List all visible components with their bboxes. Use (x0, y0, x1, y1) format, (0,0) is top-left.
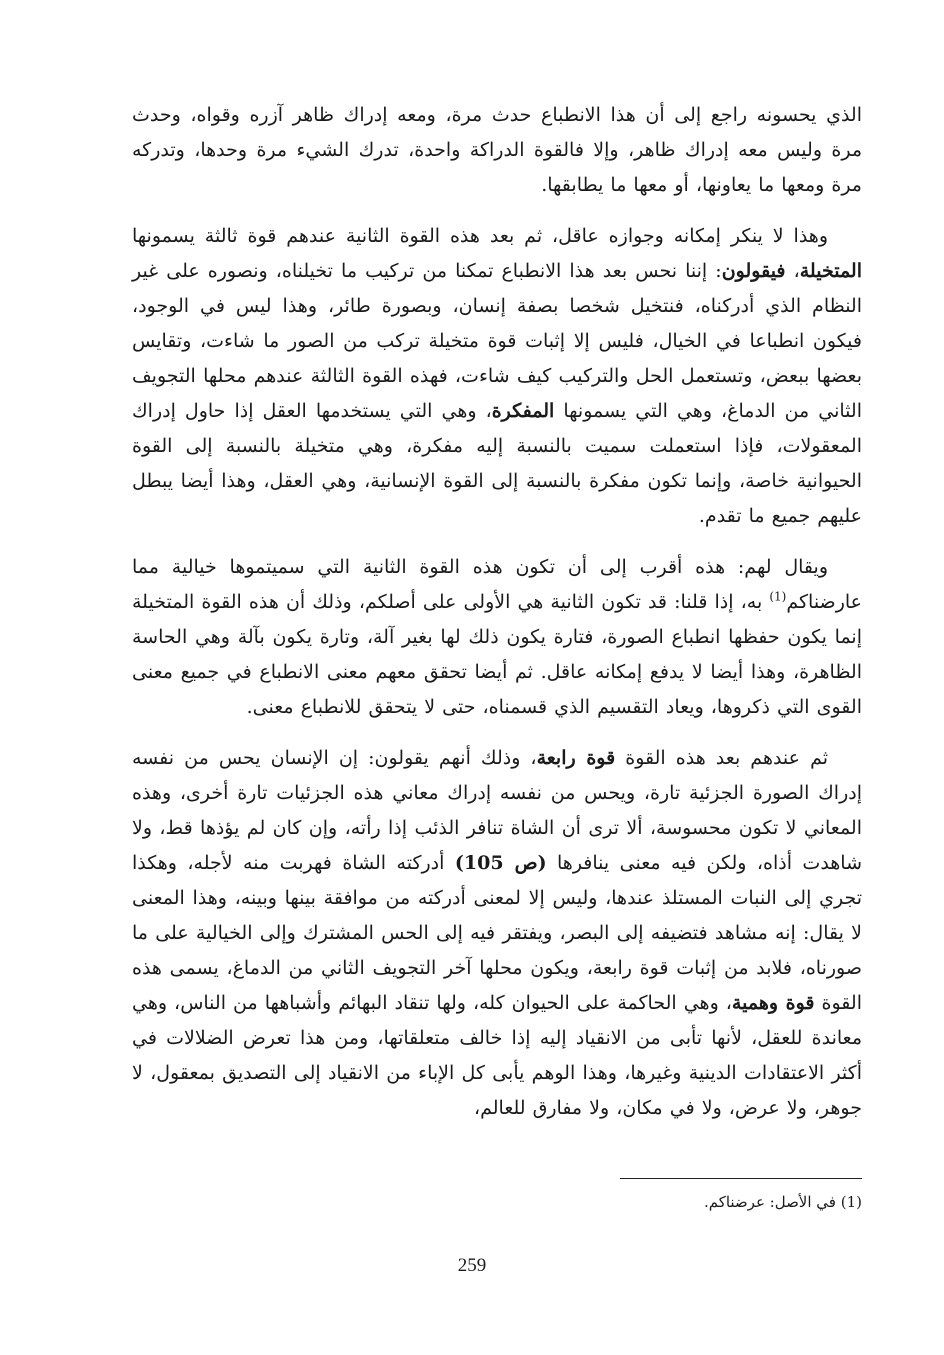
footnote-divider (620, 1178, 862, 1179)
text-run: ، وذلك أنهم يقولون: إن الإنسان يحس من نفسه إدراك الصورة الجزئية تارة، ويحس من نفسه إدراك معاني هذه الجزئيات تارة أخرى، وهذه المعاني لا تكون محسوسة، ألا ترى أن الشاة تنافر الذئب إذا رأته، وإن كان لم يؤذها قط، ولا شاهدت أذاه، ولكن فيه معنى ينافرها (132, 747, 863, 874)
text-run: ، وهي الحاكمة على الحيوان كله، ولها تنقاد البهائم وأشباهها من الناس، وهي معاندة للعقل، لأنها تأبى من الانقياد إليه إذا خالف متعلقاتها، ومن هذا تعرض الضلالات في أكثر الاعتقادات الدينية وغيرها، وهذا الوهم يأبى كل الإباء من الانقياد إلى التصديق بمعقول، لا جوهر، ولا عرض، ولا في مكان، ولا مفارق للعالم، (131, 992, 862, 1119)
bold-term: قوة وهمية (731, 992, 815, 1014)
bold-term: المفكرة (491, 400, 555, 422)
body-text (132, 98, 862, 1126)
text-run: ويقال لهم: هذه أقرب إلى أن تكون هذه القوة الثانية التي سميتموها خيالية مما عارضناكم (132, 556, 862, 613)
bold-term: فيقولون (721, 260, 786, 282)
bold-term: المتخيلة (799, 260, 862, 282)
paragraph-1 (132, 98, 862, 203)
bold-term: (ص 105) (454, 852, 547, 874)
paragraph-3 (132, 550, 862, 725)
paragraph-2 (132, 219, 862, 534)
text-run: وهذا لا ينكر إمكانه وجوازه عاقل، ثم بعد هذه القوة الثانية عندهم قوة ثالثة يسمونها (132, 225, 828, 247)
footnote-marker: (1) (769, 589, 787, 604)
text-run: أدركته الشاة فهربت منه لأجله، وهكذا تجري إلى النبات المستلذ عندها، وليس إلا لمعنى أدركته من موافقة بينها وبينه، وهذا المعنى لا يقال: إنه مشاهد فتضيفه إلى البصر، ويفتقر فيه إلى الحس المشترك وإلى الخيالية على ما صورناه، فلابد من إثبات قوة رابعة، ويكون محلها آخر التجويف الثاني من الدماغ، يسمى هذه القوة (132, 852, 862, 1014)
footnote: (1) في الأصل: عرضناكم. (703, 1193, 862, 1211)
text-run: : إننا نحس بعد هذا الانطباع تمكنا من تركيب ما تخيلناه، ونصوره على غير النظام الذي أدركناه، فنتخيل شخصا بصفة إنسان، وبصورة طائر، وهذا ليس في الوجود، فيكون انطباعا في الخيال، فليس إلا إثبات قوة متخيلة تركب من الصور ما شاءت، وتقايس بعضها ببعض، وتستعمل الحل والتركيب كيف شاءت، فهذه القوة الثالثة عندهم محلها التجويف الثاني من الدماغ، وهي التي يسمونها (132, 260, 862, 422)
page-number: 259 (457, 1255, 487, 1276)
text-run: ، (785, 260, 800, 282)
bold-term: قوة رابعة (536, 747, 616, 769)
text-run: الذي يحسونه راجع إلى أن هذا الانطباع حدث مرة، ومعه إدراك ظاهر آزره وقواه، وحدث مرة وليس معه إدراك ظاهر، وإلا فالقوة الدراكة واحدة، تدرك الشيء مرة وحدها، وتدركه مرة ومعها ما يعاونها، أو معها ما يطابقها. (132, 104, 862, 196)
text-run: ، وهي التي يستخدمها العقل إذا حاول إدراك المعقولات، فإذا استعملت سميت بالنسبة إليه مفكرة، وهي متخيلة بالنسبة إلى القوة الحيوانية خاصة، وإنما تكون مفكرة بالنسبة إلى القوة الإنسانية، وهي العقل، وهذا أيضا يبطل عليهم جميع ما تقدم. (132, 400, 862, 527)
text-run: ثم عندهم بعد هذه القوة (615, 747, 829, 769)
text-run: به، إذا قلنا: قد تكون الثانية هي الأولى على أصلكم، وذلك أن هذه القوة المتخيلة إنما يكون حفظها انطباع الصورة، فتارة يكون ذلك لها بغير آلة، وتارة يكون بآلة وهي الحاسة الظاهرة، وهذا أيضا لا يدفع إمكانه عاقل. ثم أيضا تحقق معهم معنى الانطباع في جميع معنى القوى التي ذكروها، ويعاد التقسيم الذي قسمناه، حتى لا يتحقق للانطباع معنى. (132, 591, 862, 718)
paragraph-4 (132, 741, 862, 1126)
